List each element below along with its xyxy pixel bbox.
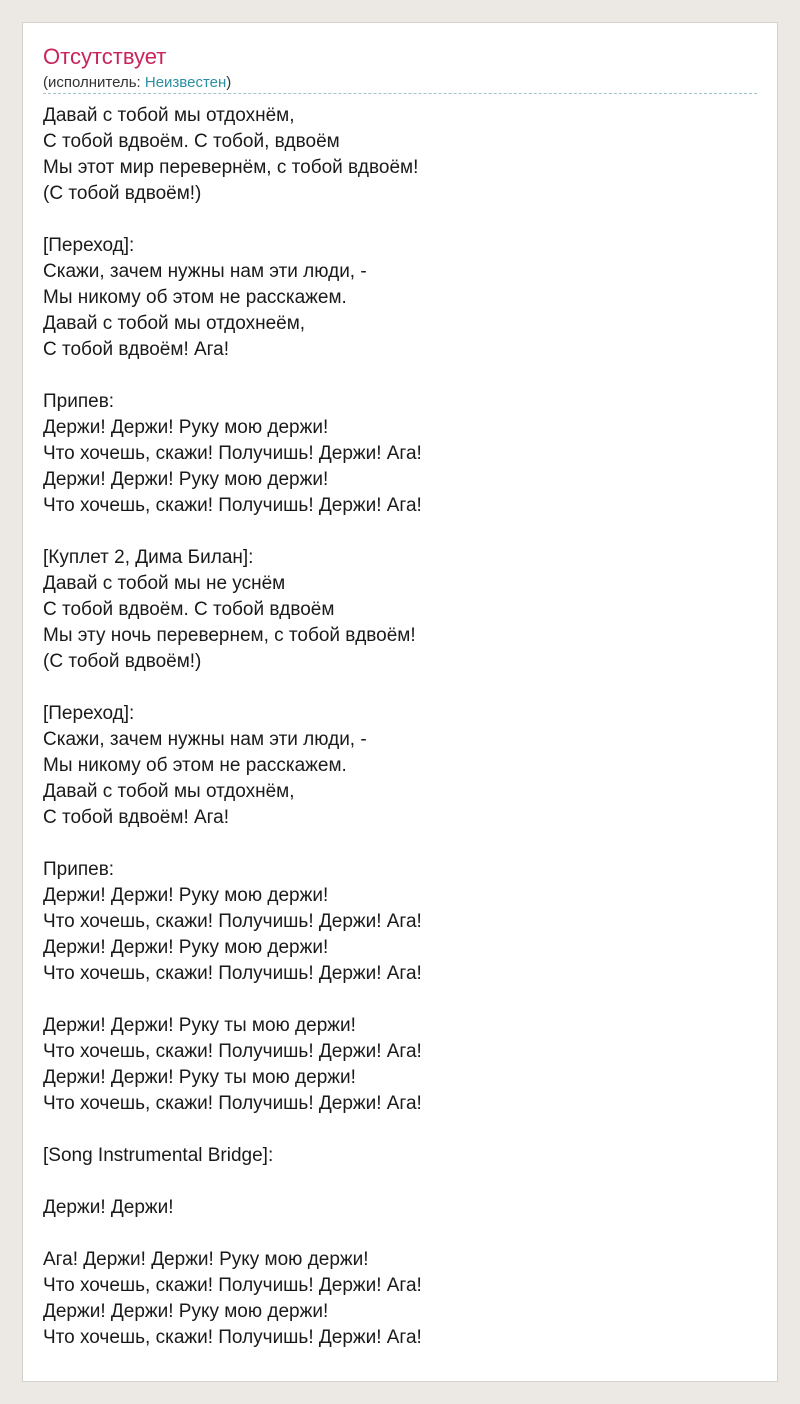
lyrics-line: Мы эту ночь перевернем, с тобой вдвоём! xyxy=(43,625,416,646)
lyrics-blank-line xyxy=(43,1169,743,1195)
lyrics-line: Скажи, зачем нужны нам эти люди, - xyxy=(43,261,367,282)
lyrics-line: (С тобой вдвоём!) xyxy=(43,183,202,204)
lyrics-blank-line xyxy=(43,363,743,389)
lyrics-line: (С тобой вдвоём!) xyxy=(43,651,202,672)
lyrics-line: Что хочешь, скажи! Получишь! Держи! Ага! xyxy=(43,963,422,984)
lyrics-blank-line xyxy=(43,675,743,701)
artist-prefix: (исполнитель: xyxy=(43,74,145,91)
lyrics-line: Давай с тобой мы отдохнеём, xyxy=(43,313,306,334)
lyrics-line: Что хочешь, скажи! Получишь! Держи! Ага! xyxy=(43,443,422,464)
lyrics-card xyxy=(22,22,778,1382)
lyrics-line: Держи! Держи! Руку мою держи! xyxy=(43,885,329,906)
lyrics-line: Держи! Держи! xyxy=(43,1197,174,1218)
lyrics-line: Мы этот мир перевернём, с тобой вдвоём! xyxy=(43,157,419,178)
lyrics-line: Мы никому об этом не расскажем. xyxy=(43,287,347,308)
lyrics-line: [Куплет 2, Дима Билан]: xyxy=(43,547,254,568)
lyrics-line: [Переход]: xyxy=(43,235,135,256)
song-title: Отсутствует xyxy=(43,44,167,69)
lyrics-line: Держи! Держи! Руку ты мою держи! xyxy=(43,1015,356,1036)
lyrics-line: Мы никому об этом не расскажем. xyxy=(43,755,347,776)
lyrics-line: Припев: xyxy=(43,859,115,880)
lyrics-blank-line xyxy=(43,831,743,857)
lyrics-line: С тобой вдвоём. С тобой вдвоём xyxy=(43,599,335,620)
lyrics-line: С тобой вдвоём! Ага! xyxy=(43,807,230,828)
lyrics-line: Держи! Держи! Руку мою держи! xyxy=(43,1301,329,1322)
artist-line xyxy=(43,74,231,92)
lyrics-line: Что хочешь, скажи! Получишь! Держи! Ага! xyxy=(43,1327,422,1348)
lyrics-blank-line xyxy=(43,1221,743,1247)
lyrics-text xyxy=(43,103,743,1351)
lyrics-line: [Переход]: xyxy=(43,703,135,724)
artist-suffix: ) xyxy=(226,74,232,91)
lyrics-line: Что хочешь, скажи! Получишь! Держи! Ага! xyxy=(43,1093,422,1114)
lyrics-line: Держи! Держи! Руку мою держи! xyxy=(43,469,329,490)
lyrics-line: Что хочешь, скажи! Получишь! Держи! Ага! xyxy=(43,1275,422,1296)
header-divider xyxy=(43,93,757,94)
lyrics-line: Держи! Держи! Руку мою держи! xyxy=(43,417,329,438)
lyrics-line: Припев: xyxy=(43,391,115,412)
lyrics-blank-line xyxy=(43,987,743,1013)
lyrics-line: Скажи, зачем нужны нам эти люди, - xyxy=(43,729,367,750)
lyrics-line: С тобой вдвоём! Ага! xyxy=(43,339,230,360)
lyrics-line: Давай с тобой мы не уснём xyxy=(43,573,286,594)
lyrics-line: Что хочешь, скажи! Получишь! Держи! Ага! xyxy=(43,1041,422,1062)
lyrics-line: Что хочешь, скажи! Получишь! Держи! Ага! xyxy=(43,911,422,932)
lyrics-line: Держи! Держи! Руку ты мою держи! xyxy=(43,1067,356,1088)
lyrics-blank-line xyxy=(43,519,743,545)
lyrics-blank-line xyxy=(43,1117,743,1143)
lyrics-line: Давай с тобой мы отдохнём, xyxy=(43,781,295,802)
lyrics-line: Давай с тобой мы отдохнём, xyxy=(43,105,295,126)
lyrics-line: С тобой вдвоём. С тобой, вдвоём xyxy=(43,131,340,152)
lyrics-blank-line xyxy=(43,207,743,233)
lyrics-line: Ага! Держи! Держи! Руку мою держи! xyxy=(43,1249,369,1270)
lyrics-line: Держи! Держи! Руку мою держи! xyxy=(43,937,329,958)
lyrics-line: Что хочешь, скажи! Получишь! Держи! Ага! xyxy=(43,495,422,516)
lyrics-line: [Song Instrumental Bridge]: xyxy=(43,1145,274,1166)
artist-link[interactable]: Неизвестен xyxy=(144,74,227,91)
